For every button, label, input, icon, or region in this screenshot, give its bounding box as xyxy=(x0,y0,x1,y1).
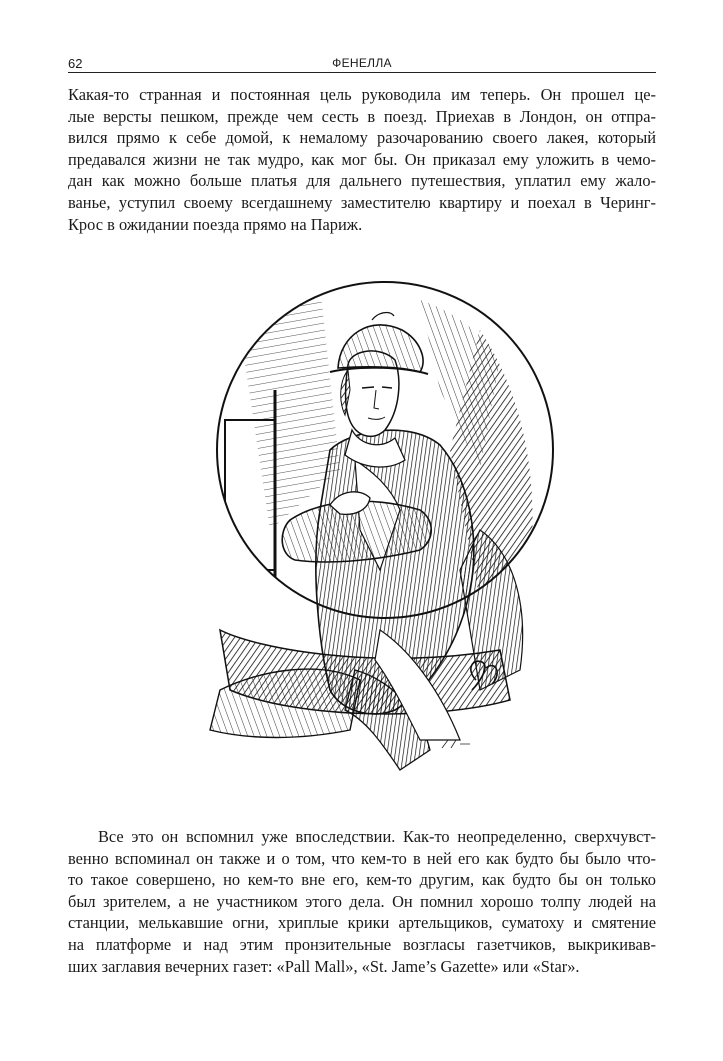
text-line: то такое совершено, но кем-то вне его, кем-то другим, как будто бы он только xyxy=(68,870,656,890)
text-line: дан как можно больше платья для дальнего путешествия, уплатил ему жало- xyxy=(68,171,656,191)
paragraph-1 xyxy=(68,84,656,235)
text-line: был зрителем, а не участником этого дела. Он помнил хорошо толпу людей на xyxy=(68,891,656,911)
running-title: ФЕНЕЛЛА xyxy=(332,56,392,70)
text-line: вился прямо к себе домой, к немалому разочарованию своего лакея, который xyxy=(68,128,656,148)
illustration-man-in-deerstalker-hat xyxy=(180,270,580,790)
text-line: венно вспоминал он также и о том, что кем-то в ней его как будто бы было что- xyxy=(68,848,656,868)
text-line: на платформе и над этим пронзительные возгласы газетчиков, выкрикивав- xyxy=(68,934,656,954)
text-line: ших заглавия вечерних газет: «Pall Mall», «St. Jame’s Gazette» или «Star». xyxy=(68,956,580,976)
text-line: лые версты пешком, прежде чем сесть в поезд. Приехав в Лондон, он отпра- xyxy=(68,106,656,126)
text-line: станции, мелькавшие огни, хриплые крики артельщиков, суматоху и смятение xyxy=(68,913,656,933)
text-line: ванье, уступил своему всегдашнему заместителю квартиру и поехал в Черинг- xyxy=(68,192,656,212)
text-line: предавался жизни не так мудро, как мог бы. Он приказал ему уложить в чемо- xyxy=(68,149,656,169)
text-line: Крос в ожидании поезда прямо на Париж. xyxy=(68,214,363,234)
paragraph-2 xyxy=(68,826,656,977)
artist-initials xyxy=(442,740,470,748)
page-number: 62 xyxy=(68,56,83,71)
text-line: Все это он вспомнил уже впоследствии. Как-то неопределенно, сверхчувст- xyxy=(98,827,656,846)
text-line: Какая-то странная и постоянная цель руководила им теперь. Он прошел це- xyxy=(68,85,656,104)
page-header xyxy=(68,56,656,74)
header-rule xyxy=(68,72,656,73)
